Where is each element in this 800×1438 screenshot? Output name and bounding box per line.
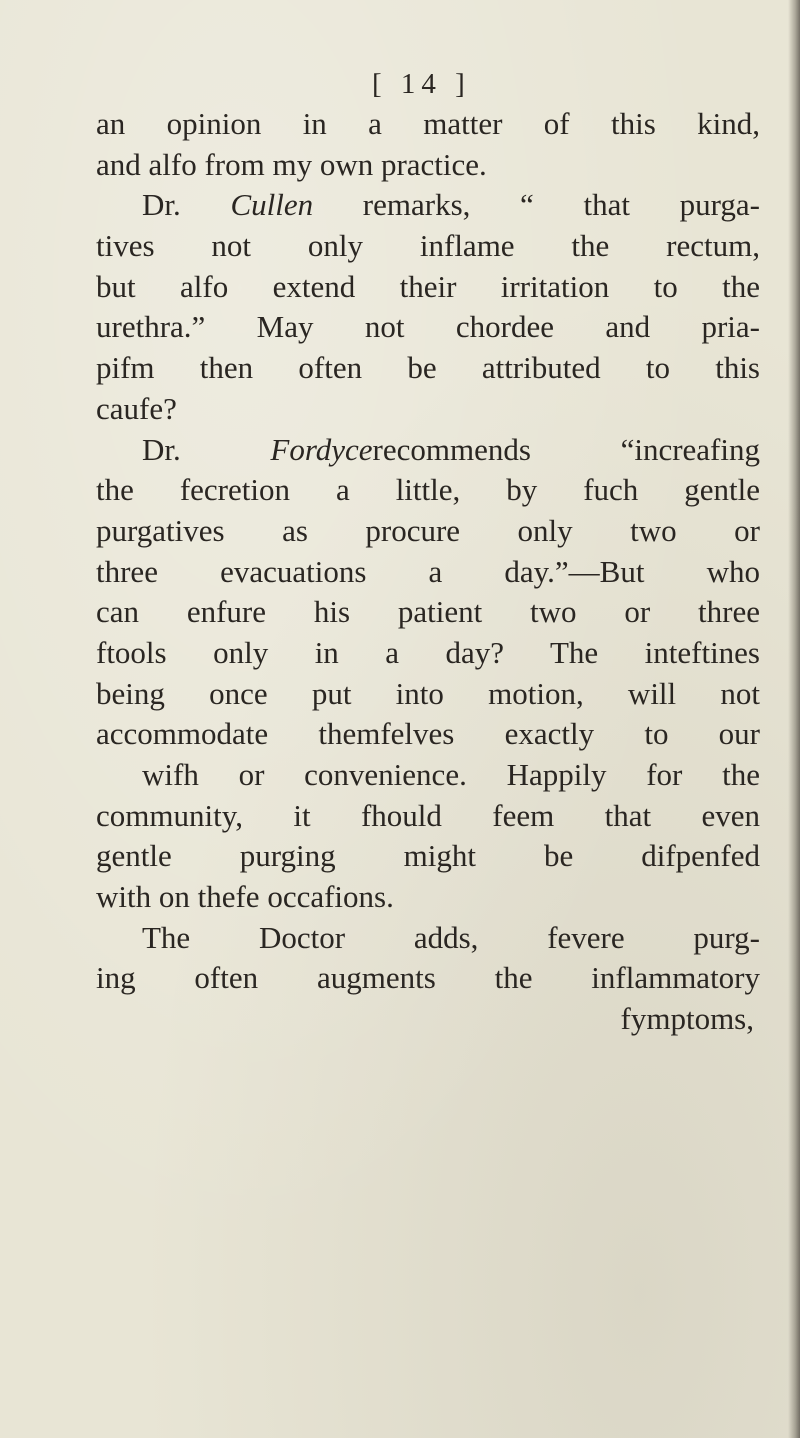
text-line: purgatives as procure only two or — [96, 512, 760, 548]
text-line: wifh or convenience. Happily for the — [142, 757, 760, 792]
text-fragment: recommends “increafing — [372, 431, 760, 467]
text-line: three evacuations a day.”—But who — [96, 553, 760, 589]
text-line: pifm then often be attributed to this — [96, 350, 760, 386]
text-line: can enfure his patient two or three — [96, 594, 760, 630]
page-edge-shadow — [788, 0, 800, 1438]
text-line: but alfo extend their irritation to the — [96, 268, 760, 304]
page-number: [ 14 ] — [372, 68, 471, 100]
text-line: The Doctor adds, fevere purg- — [142, 919, 760, 955]
author-name-fordyce: Fordyce — [270, 431, 373, 467]
text-line — [96, 185, 760, 226]
text-fragment: remarks, “ that purga- — [313, 187, 761, 223]
text-fragment: Dr. — [142, 431, 271, 467]
text-line: tives not only inflame the rectum, — [96, 228, 760, 264]
text-line: being once put into motion, will not — [96, 675, 760, 711]
text-line: ing often augments the inflammatory — [96, 960, 760, 996]
body-text — [96, 104, 760, 1040]
text-line: ftools only in a day? The inteftines — [96, 634, 760, 670]
text-line: the fecretion a little, by fuch gentle — [96, 472, 760, 508]
text-line — [96, 430, 760, 471]
text-line: with on thefe occafions. — [96, 879, 394, 915]
catchword: fymptoms, — [620, 1001, 754, 1037]
text-line: gentle purging might be difpenfed — [96, 838, 760, 874]
text-line: caufe? — [96, 390, 177, 426]
text-line: accommodate themfelves exactly to our — [96, 716, 760, 752]
text-fragment: Dr. — [142, 187, 231, 223]
text-line: an opinion in a matter of this kind, — [96, 106, 760, 141]
text-line: community, it fhould feem that even — [96, 797, 760, 833]
text-line: urethra.” May not chordee and pria- — [96, 309, 760, 345]
text-line: and alfo from my own practice. — [96, 146, 487, 182]
author-name-cullen: Cullen — [230, 187, 314, 223]
